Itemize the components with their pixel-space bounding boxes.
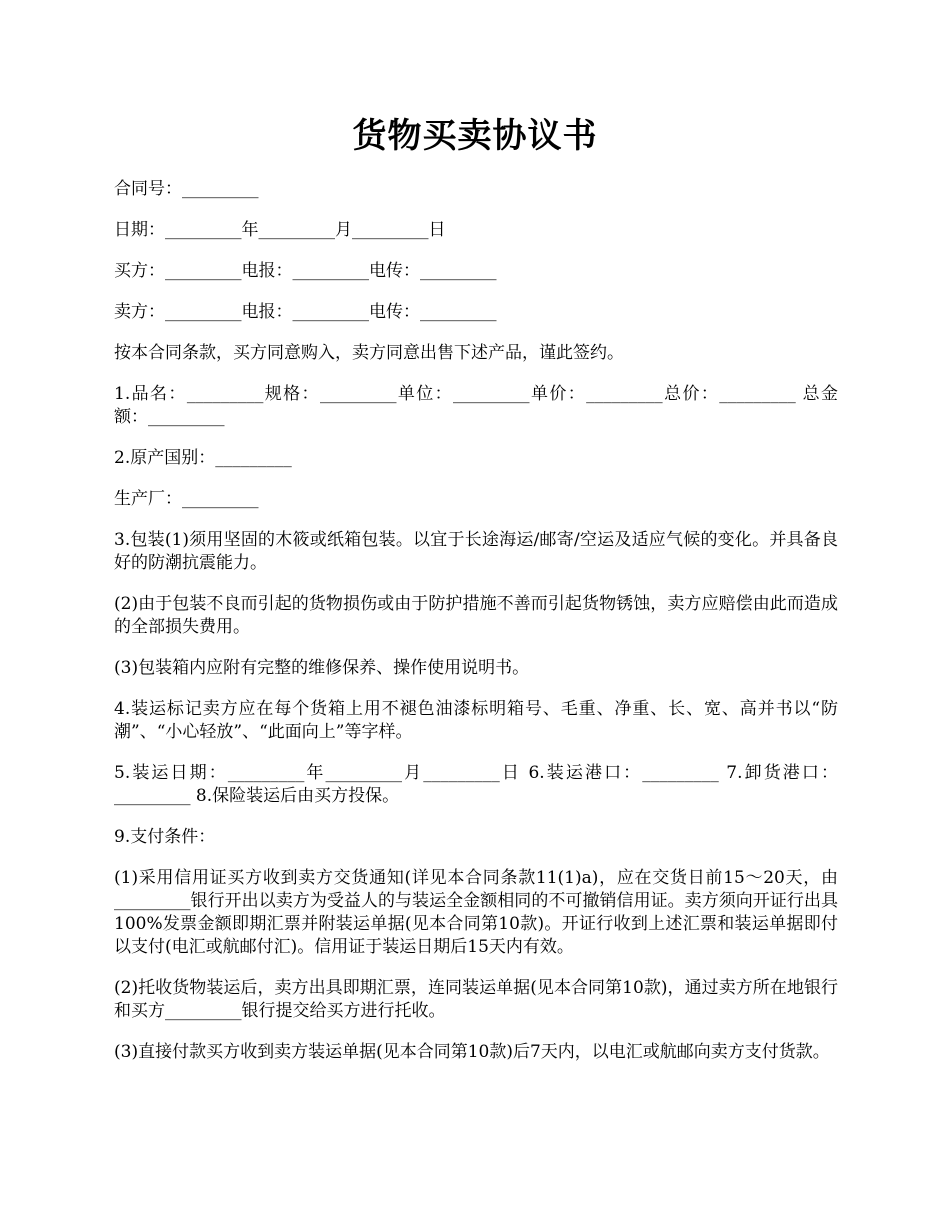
clause-payment-direct: (3)直接付款买方收到卖方装运单据(见本合同第10款)后7天内，以电汇或航邮向卖方支付货款。 <box>114 1042 830 1062</box>
clause-shipping-marks: 4.装运标记卖方应在每个货箱上用不褪色油漆标明箱号、毛重、净重、长、宽、高并书以“防潮”、“小心轻放”、“此面向上”等字样。 <box>114 699 838 742</box>
buyer-line: 买方：_________电报：_________电传：_________ <box>114 261 497 281</box>
agreement-intro: 按本合同条款，买方同意购入，卖方同意出售下述产品，谨此签约。 <box>114 343 624 363</box>
date-line: 日期：_________年_________月_________日 <box>114 220 446 240</box>
manufacturer-line: 生产厂：_________ <box>114 489 259 509</box>
clause-shipment: 5.装运日期：_________年_________月_________日 6.装运港口：_________ 7.卸货港口：_________ 8.保险装运后由买方投保。 <box>114 763 838 806</box>
document-body <box>114 178 838 1082</box>
clause-payment-heading: 9.支付条件： <box>114 827 216 847</box>
seller-line: 卖方：_________电报：_________电传：_________ <box>114 302 497 322</box>
clause-payment-lc: (1)采用信用证买方收到卖方交货通知(详见本合同条款11(1)a)，应在交货日前15～20天，由_________银行开出以卖方为受益人的与装运全金额相同的不可撤销信用证。卖方须向开证行出具100%发票金额即期汇票并附装运单据(见本合同第10款)。开证行收到上述汇票和装运单据即付以支付(电汇或航邮付汇)。信用证于装运日期后15天内有效。 <box>114 868 838 957</box>
document-title: 货物买卖协议书 <box>352 116 598 156</box>
contract-number: 合同号：_________ <box>114 179 259 199</box>
clause-product: 1.品名：_________规格：_________单位：_________单价：_________总价：_________ 总金额：_________ <box>114 384 838 427</box>
clause-packing-2: (2)由于包装不良而引起的货物损伤或由于防护措施不善而引起货物锈蚀，卖方应赔偿由此而造成的全部损失费用。 <box>114 594 838 637</box>
clause-origin-country: 2.原产国别：_________ <box>114 448 292 468</box>
clause-payment-collection: (2)托收货物装运后，卖方出具即期汇票，连同装运单据(见本合同第10款)，通过卖方所在地银行和买方_________银行提交给买方进行托收。 <box>114 978 838 1021</box>
clause-packing-1: 3.包装(1)须用坚固的木筱或纸箱包装。以宜于长途海运/邮寄/空运及适应气候的变化。并具备良好的防潮抗震能力。 <box>114 530 838 573</box>
clause-packing-3: (3)包装箱内应附有完整的维修保养、操作使用说明书。 <box>114 658 530 678</box>
